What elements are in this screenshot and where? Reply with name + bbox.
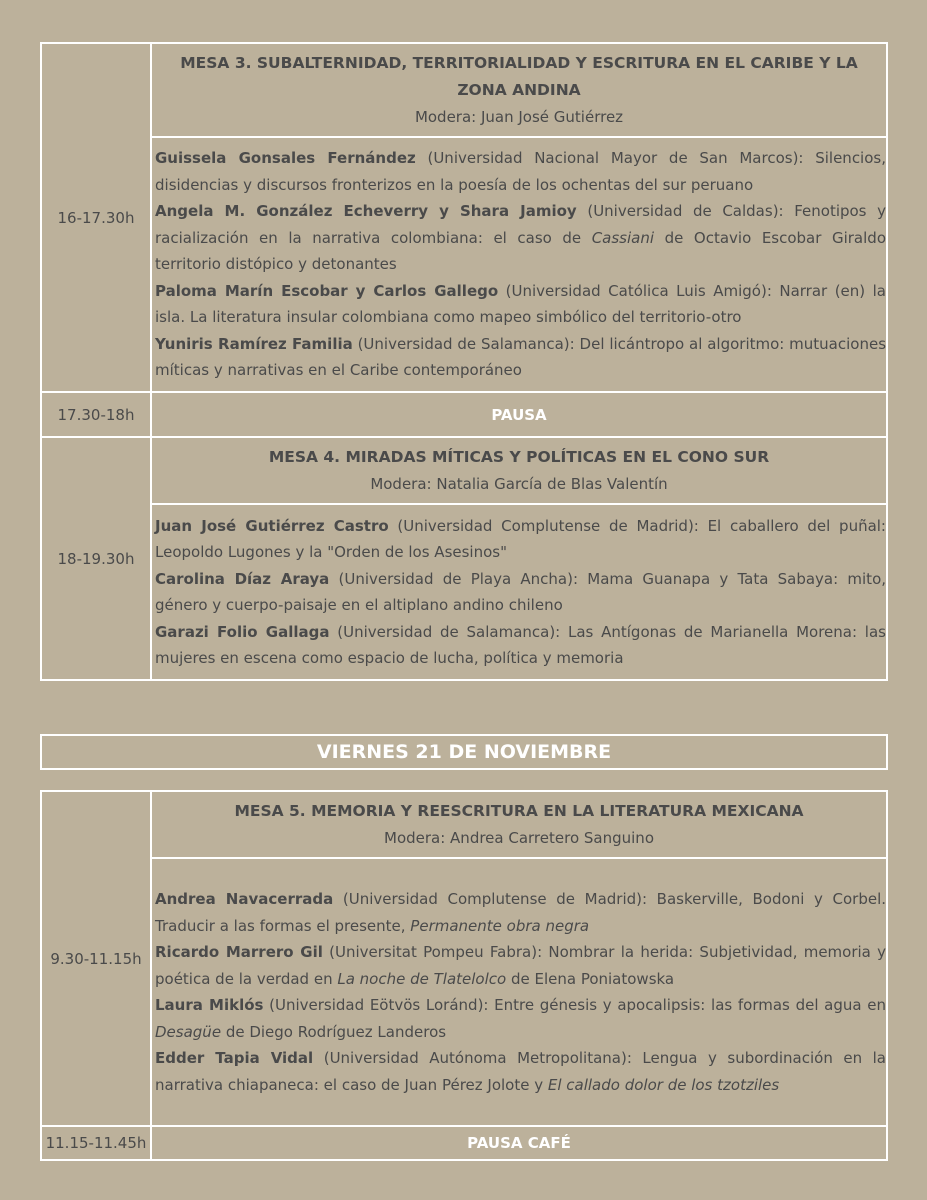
- time-slot: 11.15-11.45h: [41, 1126, 151, 1160]
- schedule-table-thursday: [40, 42, 888, 681]
- session-talks: [151, 504, 887, 680]
- talk-item: [155, 198, 886, 278]
- talk-description: (Universidad Católica Luis Amigó): Narrar (en) la isla. La literatura insular colombiana como mapeo simbólico del territorio-otro: [155, 281, 886, 327]
- work-title: El callado dolor de los tzotziles: [547, 1075, 780, 1094]
- session-title: MESA 3. SUBALTERNIDAD, TERRITORIALIDAD Y ESCRITURA EN EL CARIBE Y LA ZONA ANDINA: [180, 54, 858, 99]
- talk-item: [155, 566, 886, 619]
- session-moderator: Modera: Natalia García de Blas Valentín: [370, 475, 668, 493]
- work-title: Desagüe: [155, 1022, 222, 1041]
- talk-description: (Universidad Nacional Mayor de San Marcos): Silencios, disidencias y discursos fronterizos en la poesía de los ochentas del sur peruano: [155, 149, 886, 194]
- time-slot: 9.30-11.15h: [41, 791, 151, 1126]
- pause-label: PAUSA CAFÉ: [151, 1126, 887, 1160]
- talk-item: [155, 513, 886, 566]
- talk-author: Edder Tapia Vidal: [155, 1049, 314, 1067]
- talk-author: Carolina Díaz Araya: [155, 569, 330, 588]
- talk-description: (Universidad de Playa Ancha): Mama Guanapa y Tata Sabaya: mito, género y cuerpo-paisaje en el altiplano andino chileno: [155, 569, 887, 614]
- schedule-table-friday: [40, 790, 888, 1161]
- work-title: Cassiani: [591, 228, 655, 247]
- talk-description: (Universitat Pompeu Fabra): Nombrar la herida: Subjetividad, memoria y poética de la verdad en: [155, 943, 887, 988]
- talk-description: (Universidad Complutense de Madrid): El caballero del puñal: Leopoldo Lugones y la "Orden de los Asesinos": [155, 516, 886, 561]
- session-title: MESA 4. MIRADAS MÍTICAS Y POLÍTICAS EN EL CONO SUR: [268, 448, 770, 466]
- talk-author: Juan José Gutiérrez Castro: [155, 516, 389, 535]
- talk-author: Yuniris Ramírez Familia: [155, 334, 353, 353]
- talk-description-cont: de Diego Rodríguez Landeros: [221, 1022, 447, 1041]
- pause-label: PAUSA: [151, 392, 887, 437]
- talk-description-cont: de Octavio Escobar Giraldo territorio distópico y detonantes: [155, 228, 886, 274]
- talk-author: Laura Miklós: [155, 996, 264, 1014]
- time-slot: 16-17.30h: [41, 43, 151, 392]
- talk-author: Paloma Marín Escobar y Carlos Gallego: [155, 281, 499, 300]
- session-moderator: Modera: Andrea Carretero Sanguino: [384, 829, 654, 847]
- talk-description: (Universidad Eötvös Loránd): Entre génesis y apocalipsis: las formas del agua en: [263, 996, 887, 1014]
- talk-description: (Universidad de Caldas): Fenotipos y racialización en la narrativa colombiana: el caso de: [155, 202, 886, 247]
- day-banner: VIERNES 21 DE NOVIEMBRE: [40, 734, 888, 770]
- session-talks: [151, 858, 887, 1126]
- session-talks: [151, 137, 887, 392]
- talk-item: [155, 278, 886, 331]
- talk-author: Andrea Navacerrada: [155, 890, 334, 908]
- talk-item: [155, 331, 886, 384]
- talk-author: Angela M. González Echeverry y Shara Jamioy: [155, 202, 577, 221]
- time-slot: 18-19.30h: [41, 437, 151, 680]
- time-slot: 17.30-18h: [41, 392, 151, 437]
- session-moderator: Modera: Juan José Gutiérrez: [414, 108, 624, 126]
- talk-author: Guissela Gonsales Fernández: [155, 149, 416, 168]
- talk-author: Ricardo Marrero Gil: [155, 943, 323, 961]
- talk-description: (Universidad de Salamanca): Las Antígonas de Marianella Morena: las mujeres en escena como espacio de lucha, política y memoria: [155, 622, 886, 667]
- work-title: Permanente obra negra: [410, 916, 590, 935]
- talk-item: [155, 619, 886, 672]
- talk-description-cont: de Elena Poniatowska: [506, 969, 675, 988]
- talk-item: [155, 992, 886, 1045]
- talk-item: [155, 1045, 886, 1098]
- session-header: [151, 43, 887, 137]
- talk-description: (Universidad Autónoma Metropolitana): Lengua y subordinación en la narrativa chiapaneca: el caso de Juan Pérez Jolote y: [155, 1049, 886, 1094]
- talk-item: [155, 886, 886, 939]
- talk-description: (Universidad de Salamanca): Del licántropo al algoritmo: mutuaciones míticas y narrativas en el Caribe contemporáneo: [155, 334, 887, 380]
- session-title: MESA 5. MEMORIA Y REESCRITURA EN LA LITERATURA MEXICANA: [234, 802, 804, 820]
- talk-author: Garazi Folio Gallaga: [155, 622, 330, 641]
- session-header: [151, 791, 887, 858]
- talk-description: (Universidad Complutense de Madrid): Baskerville, Bodoni y Corbel. Traducir a las formas el presente,: [155, 890, 887, 935]
- work-title: La noche de Tlatelolco: [337, 969, 507, 988]
- session-header: [151, 437, 887, 504]
- talk-item: [155, 939, 886, 992]
- talk-item: [155, 145, 886, 198]
